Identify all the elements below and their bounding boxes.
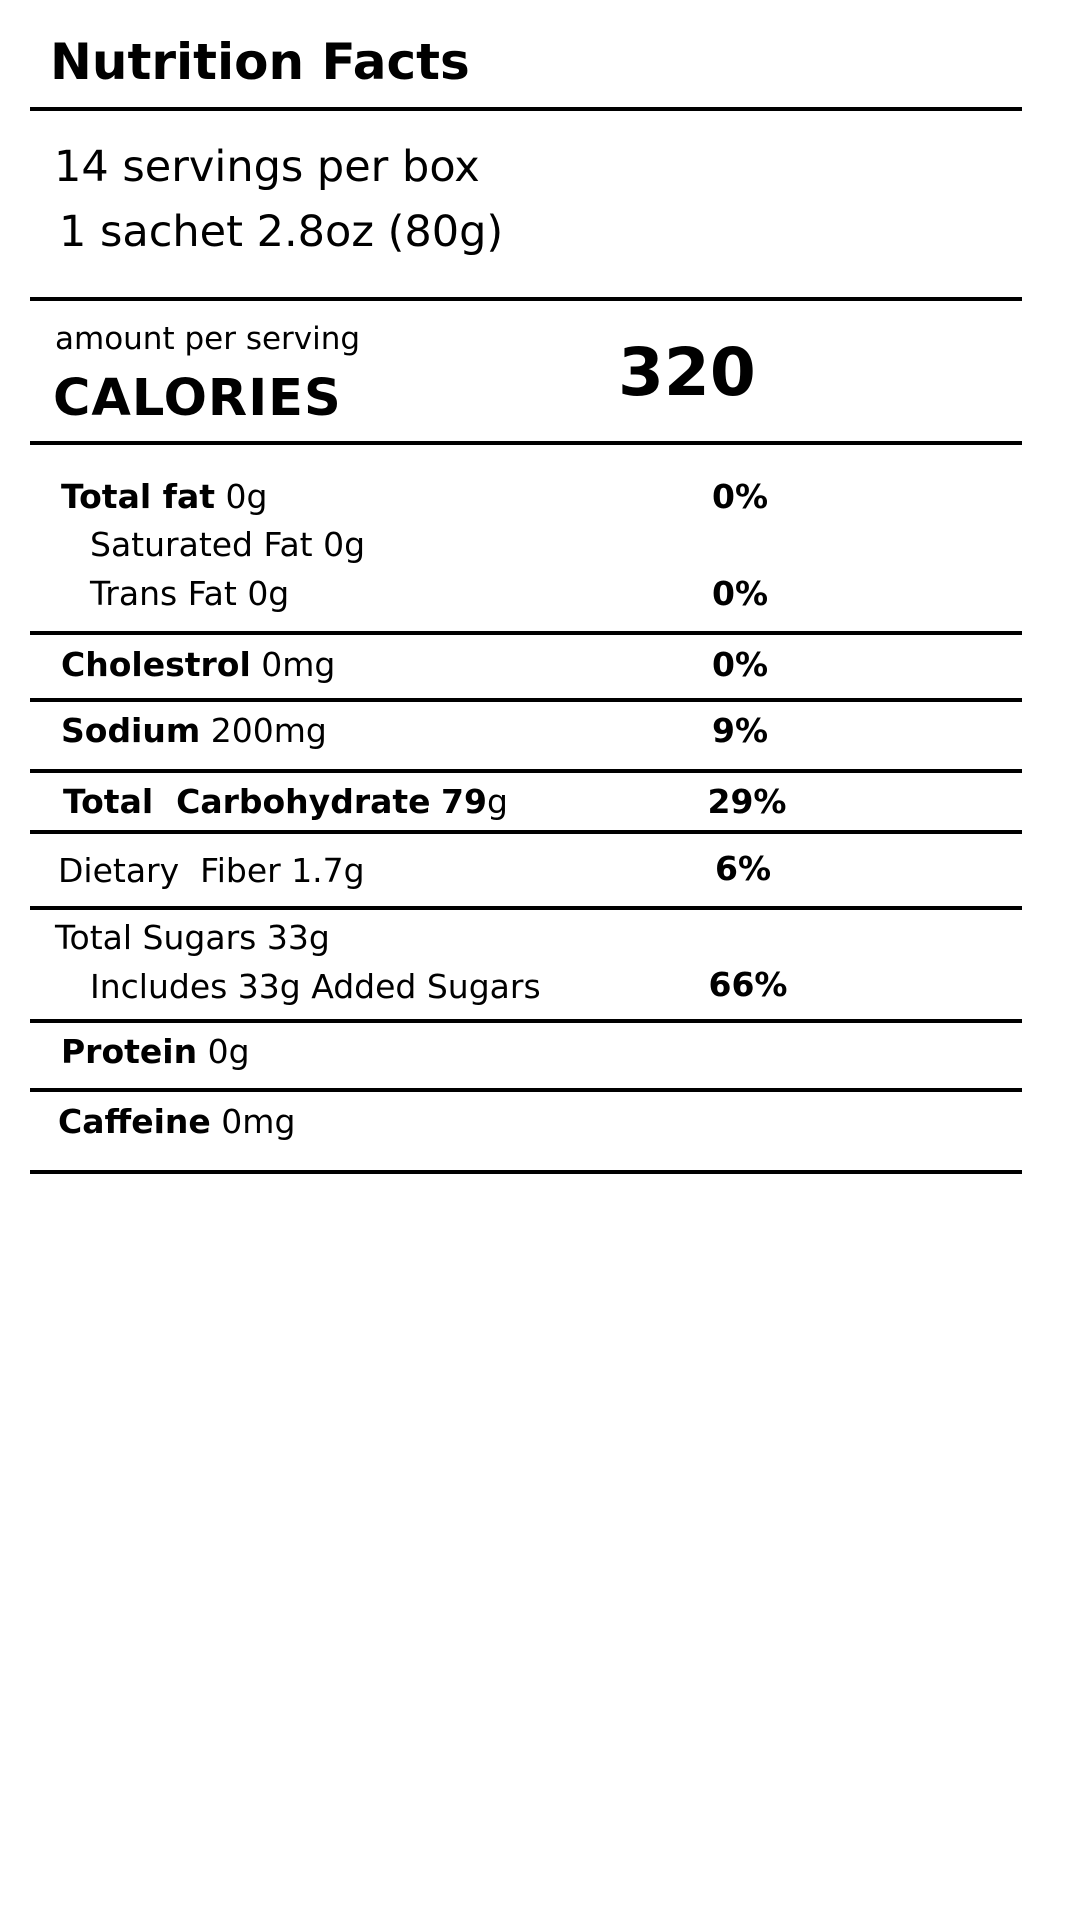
caffeine-amount: 0mg <box>221 1102 296 1141</box>
dietary-fiber-name: Dietary Fiber <box>58 851 281 890</box>
sodium-dv: 9% <box>711 711 769 750</box>
divider <box>30 1170 1022 1174</box>
dietary-fiber-dv: 6% <box>714 849 772 888</box>
total-sugars-amount: 33g <box>266 918 330 957</box>
total-sugars-row <box>55 918 330 957</box>
servings-per-container: 14 servings per box <box>54 142 480 192</box>
total-carbohydrate-row <box>63 782 508 821</box>
total-carbohydrate-amount: 79 <box>441 782 487 821</box>
trans-fat-amount: 0g <box>247 574 290 613</box>
cholesterol-amount: 0mg <box>261 645 336 684</box>
total-fat-name: Total fat <box>61 477 216 516</box>
sodium-name: Sodium <box>61 711 201 750</box>
calories-label: CALORIES <box>53 369 342 428</box>
added-sugars-name: Includes 33g Added Sugars <box>90 967 541 1006</box>
total-carbohydrate-dv: 29% <box>707 782 787 821</box>
added-sugars-dv: 66% <box>708 965 788 1004</box>
serving-size: 1 sachet 2.8oz (80g) <box>59 207 504 257</box>
amount-per-serving-label: amount per serving <box>55 321 361 357</box>
trans-fat-dv: 0% <box>711 574 769 613</box>
calories-value: 320 <box>618 334 756 411</box>
saturated-fat-amount: 0g <box>323 525 366 564</box>
trans-fat-row <box>90 574 290 613</box>
cholesterol-row <box>61 645 336 684</box>
divider <box>30 830 1022 834</box>
divider <box>30 769 1022 773</box>
caffeine-name: Caffeine <box>58 1102 211 1141</box>
dietary-fiber-row <box>58 851 365 890</box>
divider <box>30 906 1022 910</box>
total-carbohydrate-name: Total Carbohydrate <box>63 782 431 821</box>
divider <box>30 1019 1022 1023</box>
total-fat-row <box>61 477 268 516</box>
sodium-amount: 200mg <box>210 711 327 750</box>
cholesterol-name: Cholestrol <box>61 645 251 684</box>
divider <box>30 107 1022 111</box>
trans-fat-name: Trans Fat <box>90 574 237 613</box>
divider <box>30 297 1022 301</box>
total-sugars-name: Total Sugars <box>55 918 257 957</box>
total-fat-dv: 0% <box>711 477 769 516</box>
saturated-fat-row <box>90 525 366 564</box>
protein-amount: 0g <box>207 1032 250 1071</box>
added-sugars-row <box>90 967 541 1006</box>
dietary-fiber-amount: 1.7g <box>291 851 365 890</box>
protein-name: Protein <box>61 1032 198 1071</box>
protein-row <box>61 1032 250 1071</box>
total-fat-amount: 0g <box>225 477 268 516</box>
nutrition-label <box>30 0 1022 1920</box>
label-title: Nutrition Facts <box>50 33 470 91</box>
caffeine-row <box>58 1102 296 1141</box>
sodium-row <box>61 711 327 750</box>
divider <box>30 631 1022 635</box>
divider <box>30 1088 1022 1092</box>
cholesterol-dv: 0% <box>711 645 769 684</box>
saturated-fat-name: Saturated Fat <box>90 525 313 564</box>
divider <box>30 698 1022 702</box>
total-carbohydrate-unit: g <box>486 782 508 821</box>
divider <box>30 441 1022 445</box>
